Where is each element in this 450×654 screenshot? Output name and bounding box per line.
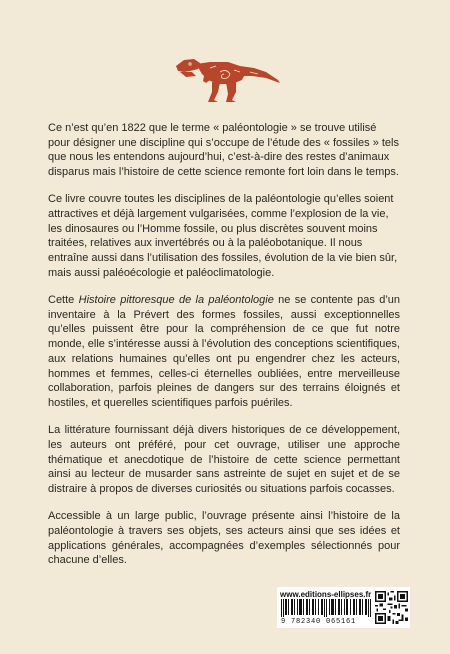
- barcode-icon: [281, 599, 371, 617]
- paragraph-1: Ce n’est qu’en 1822 que le terme « paléontologie » se trouve utilisé pour désigner une discipline qui s’occupe de l’étude des « fossiles » tels que nous les entendons aujourd’hui, c’est-à-dire des restes d’animaux disparus mais l’histoire de cette science remonte fort loin dans le temps.: [48, 122, 399, 179]
- paragraph-3-body: ne se contente pas d’un inventaire à la Prévert des formes fossiles, aussi exceptionnelles qu’elles puissent être pour la compréhension de ce que fut notre monde, elle s’intéresse aussi à l’évolution des conceptions scientifiques, aux relations humaines qu’elles ont pu engendrer chez les acteurs, hommes et femmes, celles-ci éternelles oubliées, entre merveilleuse collaboration, parfois pleines de dangers sur des terrains éloignés et hostiles, et querelles scientifiques parfois puériles.: [48, 294, 401, 409]
- dinosaur-icon: [170, 50, 282, 104]
- paragraph-3: [48, 293, 400, 411]
- paragraph-5: Accessible à un large public, l’ouvrage présente ainsi l’histoire de la paléontologie à travers ses objets, ses acteurs ainsi que ses idées et applications générales, accompagnées d’exemples sélectionnés pour chacune d’elles.: [48, 510, 400, 567]
- qr-code-icon: [375, 591, 408, 624]
- publisher-url[interactable]: www.editions-ellipses.fr: [280, 590, 372, 599]
- dinosaur-illustration: [170, 50, 282, 104]
- book-title-italic: Histoire pittoresque de la paléontologie: [78, 294, 274, 307]
- paragraph-4: La littérature fournissant déjà divers historiques de ce développement, les auteurs ont préféré, pour cet ouvrage, utiliser une approche thématique et anecdotique de l’histoire de cette science permettant ainsi au lecteur de musarder sans astreinte de sujet en sujet et de se distraire à propos de diverses curiosités ou situations parfois cocasses.: [48, 424, 400, 495]
- back-cover-text: [48, 121, 400, 580]
- paragraph-2: Ce livre couvre toutes les disciplines de la paléontologie qu’elles soient attractives et déjà largement vulgarisées, comme l’explosion de la vie, les dinosaures ou l’Homme fossile, ou plus discrètes souvent moins traitées, relatives aux invertébrés ou à la paléobotanique. Il nous entraîne aussi dans l’utilisation des fossiles, évolution de la vie bien sûr, mais aussi paléoécologie et paléoclimatologie.: [48, 193, 398, 279]
- isbn-number: 9 782340 065161: [281, 618, 357, 626]
- publisher-label: [277, 587, 410, 628]
- paragraph-3-prefix: Cette: [48, 294, 75, 307]
